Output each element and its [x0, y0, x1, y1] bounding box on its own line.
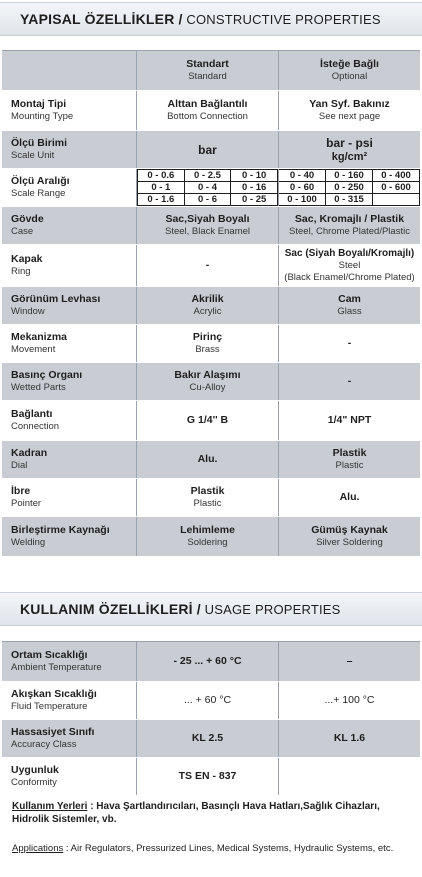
optional-value	[279, 401, 420, 440]
scale-range-cell: 0 - 160	[326, 170, 373, 182]
usage-table	[2, 641, 420, 796]
row-label	[2, 363, 137, 400]
label-tr: Kadran	[11, 447, 48, 459]
optional-scale-range	[279, 169, 420, 206]
optional-value	[279, 207, 420, 244]
table-row	[2, 479, 420, 517]
scale-range-cell	[373, 194, 420, 206]
scale-range-cell: 0 - 10	[231, 170, 278, 182]
label-en: Conformity	[11, 777, 57, 788]
label-tr: Hassasiyet Sınıfı	[11, 726, 95, 738]
label-tr: Uygunluk	[11, 764, 59, 776]
optional-tr: Gümüş Kaynak	[311, 524, 388, 536]
row-label	[2, 682, 137, 719]
standard-tr: Akrilik	[191, 293, 224, 305]
standard-tr: G 1/4'' B	[186, 414, 229, 426]
header-label-cell	[2, 51, 137, 90]
scale-range-cell: 0 - 0.6	[138, 170, 185, 182]
header-standard-cell	[137, 51, 279, 90]
label-tr: Kapak	[11, 253, 43, 265]
optional-value	[279, 131, 420, 168]
scale-range-cell: 0 - 1	[138, 182, 185, 194]
label-en: Mounting Type	[11, 111, 74, 122]
table-header-row	[2, 51, 420, 91]
scale-range-cell: 0 - 4	[185, 182, 232, 194]
label-en: Movement	[11, 344, 56, 355]
row-label	[2, 479, 137, 516]
standard-tr: Lehimleme	[180, 524, 235, 536]
applications-key: Applications	[12, 843, 64, 854]
header-standard-tr: Standart	[186, 58, 229, 70]
optional-value	[279, 441, 420, 478]
standard-value	[137, 682, 279, 719]
row-label	[2, 441, 137, 478]
row-label	[2, 131, 137, 168]
optional-value	[279, 758, 420, 795]
label-tr: Ölçü Aralığı	[11, 175, 70, 187]
table-row	[2, 169, 420, 207]
optional-en: Glass	[337, 306, 362, 317]
scale-range-cell: 0 - 315	[326, 194, 373, 206]
constructive-title-en: CONSTRUCTIVE PROPERTIES	[186, 11, 381, 27]
constructive-table	[2, 50, 420, 557]
optional-tr: Plastik	[332, 447, 367, 459]
row-label	[2, 720, 137, 757]
scale-range-cell: 0 - 1.6	[138, 194, 185, 206]
row-label	[2, 642, 137, 681]
label-tr: Akışkan Sıcaklığı	[11, 688, 97, 700]
optional-tr: Yan Syf. Bakınız	[309, 98, 390, 110]
optional-value	[279, 479, 420, 516]
optional-en-2: (Black Enamel/Chrome Plated)	[284, 272, 415, 283]
row-label	[2, 245, 137, 286]
optional-value	[279, 642, 420, 681]
scale-range-cell: 0 - 100	[279, 194, 326, 206]
optional-value	[279, 325, 420, 362]
constructive-title-separator: /	[178, 11, 183, 27]
optional-tr: Alu.	[339, 491, 360, 503]
header-standard-en: Standard	[188, 71, 227, 82]
scale-range-cell: 0 - 40	[279, 170, 326, 182]
standard-tr: TS EN - 837	[178, 770, 237, 782]
standard-value	[137, 287, 279, 324]
standard-value	[137, 401, 279, 440]
scale-range-cell: 0 - 250	[326, 182, 373, 194]
label-tr: Bağlantı	[11, 408, 53, 420]
label-en: Welding	[11, 537, 46, 548]
table-row	[2, 720, 420, 758]
optional-tr: –	[346, 655, 353, 667]
optional-en: Plastic	[335, 460, 364, 471]
usage-places-key: Kullanım Yerleri	[12, 801, 88, 812]
usage-places-text: : Hava Şartlandırıcıları, Basınçlı Hava Hatları,Sağlık Cihazları, Hidrolik Sistemler, vb.	[12, 801, 380, 825]
standard-en: Cu-Alloy	[189, 382, 226, 393]
constructive-title-tr: YAPISAL ÖZELLİKLER	[20, 11, 175, 27]
label-tr: Gövde	[11, 213, 44, 225]
optional-tr: bar - psi	[326, 135, 373, 150]
scale-range-cell: 0 - 60	[279, 182, 326, 194]
usage-places-note	[12, 800, 416, 826]
standard-tr: KL 2.5	[191, 732, 224, 744]
standard-value	[137, 441, 279, 478]
standard-range-grid	[137, 169, 278, 206]
row-label	[2, 207, 137, 244]
optional-range-grid	[279, 169, 420, 206]
standard-tr: bar	[198, 142, 217, 157]
optional-value	[279, 245, 420, 286]
label-en: Connection	[11, 421, 60, 432]
standard-tr: - 25 ... + 60 °C	[173, 655, 242, 667]
optional-tr: -	[347, 337, 352, 349]
optional-tr: KL 1.6	[333, 732, 366, 744]
standard-value	[137, 758, 279, 795]
usage-title-separator: /	[196, 601, 201, 617]
optional-tr: Cam	[338, 293, 361, 305]
optional-tr: ...+ 100 °C	[324, 694, 375, 706]
label-tr: Birleştirme Kaynağı	[11, 524, 110, 536]
table-row	[2, 245, 420, 287]
standard-value	[137, 720, 279, 757]
standard-tr: ... + 60 °C	[183, 694, 232, 706]
label-tr: İbre	[11, 485, 31, 497]
label-tr: Görünüm Levhası	[11, 293, 101, 305]
standard-tr: -	[205, 259, 210, 271]
scale-range-cell: 0 - 16	[231, 182, 278, 194]
standard-en: Plastic	[193, 498, 222, 509]
standard-value	[137, 517, 279, 556]
standard-tr: Pirinç	[192, 331, 223, 343]
standard-tr: Plastik	[190, 485, 225, 497]
scale-range-cell: 0 - 2.5	[185, 170, 232, 182]
table-row	[2, 682, 420, 720]
label-en: Pointer	[11, 498, 42, 509]
label-tr: Montaj Tipi	[11, 98, 67, 110]
row-label	[2, 91, 137, 130]
table-row	[2, 91, 420, 131]
optional-tr: Sac, Kromajlı / Plastik	[294, 213, 405, 225]
optional-value	[279, 287, 420, 324]
standard-tr: Bakır Alaşımı	[174, 369, 241, 381]
standard-tr: Alu.	[197, 453, 218, 465]
standard-tr: Sac,Siyah Boyalı	[165, 213, 250, 225]
standard-value	[137, 642, 279, 681]
label-en: Scale Unit	[11, 150, 55, 161]
standard-en: Brass	[195, 344, 220, 355]
applications-note	[12, 842, 416, 855]
label-en: Ring	[11, 266, 31, 277]
standard-value	[137, 363, 279, 400]
optional-en: kg/cm²	[331, 150, 368, 163]
standard-value	[137, 325, 279, 362]
constructive-section-header	[0, 2, 422, 36]
standard-scale-range	[137, 169, 279, 206]
header-optional-tr: İsteğe Bağlı	[320, 58, 379, 70]
label-en: Dial	[11, 460, 28, 471]
optional-value	[279, 517, 420, 556]
scale-range-cell: 0 - 400	[373, 170, 420, 182]
optional-tr: Sac (Siyah Boyalı/Kromajlı)	[284, 248, 415, 259]
optional-en: Silver Soldering	[316, 537, 383, 548]
row-label	[2, 517, 137, 556]
label-en: Window	[11, 306, 45, 317]
usage-section-header	[0, 592, 422, 626]
label-en: Scale Range	[11, 188, 66, 199]
header-optional-cell	[279, 51, 420, 90]
standard-value	[137, 131, 279, 168]
standard-value	[137, 479, 279, 516]
optional-en: Steel	[338, 260, 361, 271]
header-optional-en: Optional	[331, 71, 368, 82]
scale-range-cell: 0 - 6	[185, 194, 232, 206]
row-label	[2, 287, 137, 324]
label-en: Accuracy Class	[11, 739, 77, 750]
label-tr: Ölçü Birimi	[11, 137, 68, 149]
usage-title-en: USAGE PROPERTIES	[204, 601, 341, 617]
row-label	[2, 758, 137, 795]
table-row	[2, 363, 420, 401]
row-label	[2, 401, 137, 440]
scale-range-cell: 0 - 600	[373, 182, 420, 194]
label-tr: Mekanizma	[11, 331, 68, 343]
row-label	[2, 325, 137, 362]
table-row	[2, 325, 420, 363]
standard-en: Acrylic	[193, 306, 222, 317]
table-row	[2, 517, 420, 557]
optional-value	[279, 363, 420, 400]
standard-tr: Alttan Bağlantılı	[167, 98, 248, 110]
table-row	[2, 207, 420, 245]
table-row	[2, 401, 420, 441]
label-en: Fluid Temperature	[11, 701, 88, 712]
standard-value	[137, 207, 279, 244]
label-en: Case	[11, 226, 34, 237]
usage-title-tr: KULLANIM ÖZELLİKLERİ	[20, 601, 193, 617]
optional-en: Steel, Chrome Plated/Plastic	[289, 226, 410, 237]
label-tr: Basınç Organı	[11, 369, 83, 381]
row-label	[2, 169, 137, 206]
optional-value	[279, 720, 420, 757]
table-row	[2, 441, 420, 479]
table-row	[2, 758, 420, 796]
optional-tr: 1/4" NPT	[327, 414, 372, 426]
standard-value	[137, 245, 279, 286]
optional-en: See next page	[318, 111, 381, 122]
label-tr: Ortam Sıcaklığı	[11, 649, 88, 661]
optional-value	[279, 91, 420, 130]
standard-en: Bottom Connection	[167, 111, 248, 122]
scale-range-cell: 0 - 25	[231, 194, 278, 206]
standard-en: Steel, Black Enamel	[164, 226, 250, 237]
table-row	[2, 287, 420, 325]
table-row	[2, 131, 420, 169]
applications-text: : Air Regulators, Pressurized Lines, Medical Systems, Hydraulic Systems, etc.	[65, 843, 394, 854]
standard-value	[137, 91, 279, 130]
label-en: Ambient Temperature	[11, 662, 102, 673]
standard-en: Soldering	[187, 537, 228, 548]
table-row	[2, 642, 420, 682]
optional-value	[279, 682, 420, 719]
optional-tr: -	[347, 375, 352, 387]
label-en: Wetted Parts	[11, 382, 66, 393]
